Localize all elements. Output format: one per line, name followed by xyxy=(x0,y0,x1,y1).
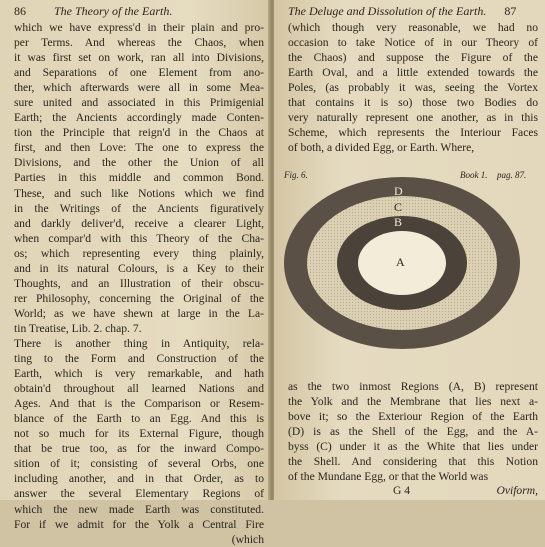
egg-diagram xyxy=(282,166,542,374)
text-line: tion the Principle that reign'd in the Chaos at xyxy=(14,126,264,140)
text-line: when compar'd with this Theory of the Cha- xyxy=(14,231,264,245)
text-line: that contains it is so) those two Bodies do xyxy=(288,96,538,110)
text-line: including another, and in that Order, as to xyxy=(14,472,264,486)
label-c: C xyxy=(394,200,403,214)
text-line: For if we admit for the Yolk a Central Fire xyxy=(14,517,264,531)
text-line: blance of the Earth to an Egg. And this is xyxy=(14,412,264,426)
text-line: These, and such like Notions which we find xyxy=(14,186,264,200)
left-page-text xyxy=(14,20,264,547)
text-line: of the Mundane Egg, or that the World was xyxy=(288,470,489,484)
text-line: of both, a divided Egg, or Earth. Where, xyxy=(288,141,475,155)
text-line: ting to the Form and Construction of the xyxy=(14,352,264,366)
text-line: the Shell. And considering that this Notion xyxy=(288,455,538,469)
label-b: B xyxy=(394,215,403,229)
text-line: Divisions, and the other the Union of all xyxy=(14,156,264,170)
text-line: Scheme, which represents the Interiour Faces xyxy=(288,126,538,140)
text-line: tin Treatise, Lib. 2. chap. 7. xyxy=(14,321,142,335)
text-line: which we have express'd in their plain and pro- xyxy=(14,21,264,34)
text-line: (D) is as the Shell of the Egg, and the A- xyxy=(288,425,538,439)
text-line: sition of it; consisting of several Orbs, one xyxy=(14,457,264,471)
text-line: and Separations of one Element from ano- xyxy=(14,66,264,80)
text-line: (which though very reasonable, we had no xyxy=(288,21,538,34)
figure-book-reference: Book 1. xyxy=(460,170,488,180)
figure-page-reference: pag. 87. xyxy=(497,170,527,180)
right-running-head xyxy=(288,4,516,19)
text-line: byss (C) under it as the White that lies under xyxy=(288,440,538,454)
figure-label: Fig. 6. xyxy=(284,170,308,180)
label-d: D xyxy=(394,184,403,198)
text-line: bove it; so the Exteriour Region of the Earth xyxy=(288,410,538,424)
text-line: rer Philosophy, concerning the Original of the xyxy=(14,291,264,305)
label-a: A xyxy=(396,255,405,269)
text-line: Ages. And that is the Comparison or Resem- xyxy=(14,397,264,411)
text-line: which the new made Earth was constituted. xyxy=(14,502,264,516)
text-line: answer the several Elementary Regions of xyxy=(14,487,264,501)
text-line: and darkly deliver'd, receive a clearer Light, xyxy=(14,216,264,230)
text-line: not so much for its External Figure, though xyxy=(14,427,264,441)
footer-line xyxy=(288,484,538,499)
text-line: os; which representing every thing plainly, xyxy=(14,246,264,260)
catchword: Oviform, xyxy=(496,484,538,497)
text-line: ther, which afterwards were all in some Mea- xyxy=(14,81,264,95)
text-line: Thoughts, and an Illustration of their obscu- xyxy=(14,276,264,290)
left-running-head-title: The Theory of the Earth. xyxy=(54,4,173,18)
text-line: as the two inmost Regions (A, B) represent xyxy=(288,380,538,393)
text-line: very naturally represent one another, as in this xyxy=(288,111,538,125)
text-line: it was first set on work, ran all into Divisions, xyxy=(14,51,264,65)
text-line: the Chaos) and suppose the Figure of the xyxy=(288,51,538,65)
right-page-text-top xyxy=(288,20,538,155)
signature-mark: G 4 xyxy=(393,484,411,497)
text-line: obtain'd throughout all learned Nations and xyxy=(14,382,264,396)
text-line: that be true too, as for the inward Compo- xyxy=(14,442,264,456)
text-line: World; as we have shewn at large in the La- xyxy=(14,306,264,320)
text-line: occasion to take Notice of in our Theory of xyxy=(288,36,538,50)
egg-diagram-figure xyxy=(282,166,542,374)
left-running-head xyxy=(14,4,172,19)
text-line: sure united and associated in this Primigenial xyxy=(14,96,264,110)
text-line: first, and then Love: The one to express the xyxy=(14,141,264,155)
right-running-head-title: The Deluge and Dissolution of the Earth. xyxy=(288,4,487,18)
text-line: Earth; the Ancients accordingly made Conten- xyxy=(14,111,264,125)
left-page-number: 86 xyxy=(14,4,26,18)
right-page-number: 87 xyxy=(504,4,517,18)
left-page xyxy=(0,0,270,546)
text-line: There is another thing in Antiquity, rela- xyxy=(14,336,264,350)
text-line: Earth, which is very remarkable, and hath xyxy=(14,367,264,381)
text-line: Earth Oval, and a little extended towards the xyxy=(288,66,538,80)
text-line: in the Writings of the Ancients figuratively xyxy=(14,201,264,215)
text-line: per Terms. And whereas the Chaos, when xyxy=(14,36,264,50)
right-page xyxy=(274,0,545,500)
text-line: Poles, (as probably it was, seeing the Vortex xyxy=(288,81,538,95)
text-line: the Yolk and the Membrane that lies next a- xyxy=(288,395,538,409)
right-page-text-bottom xyxy=(288,379,538,484)
text-line: (which xyxy=(231,532,264,546)
text-line: Parties in this middle and common Bond. xyxy=(14,171,264,185)
text-line: and in its natural Colours, is a Key to their xyxy=(14,261,264,275)
